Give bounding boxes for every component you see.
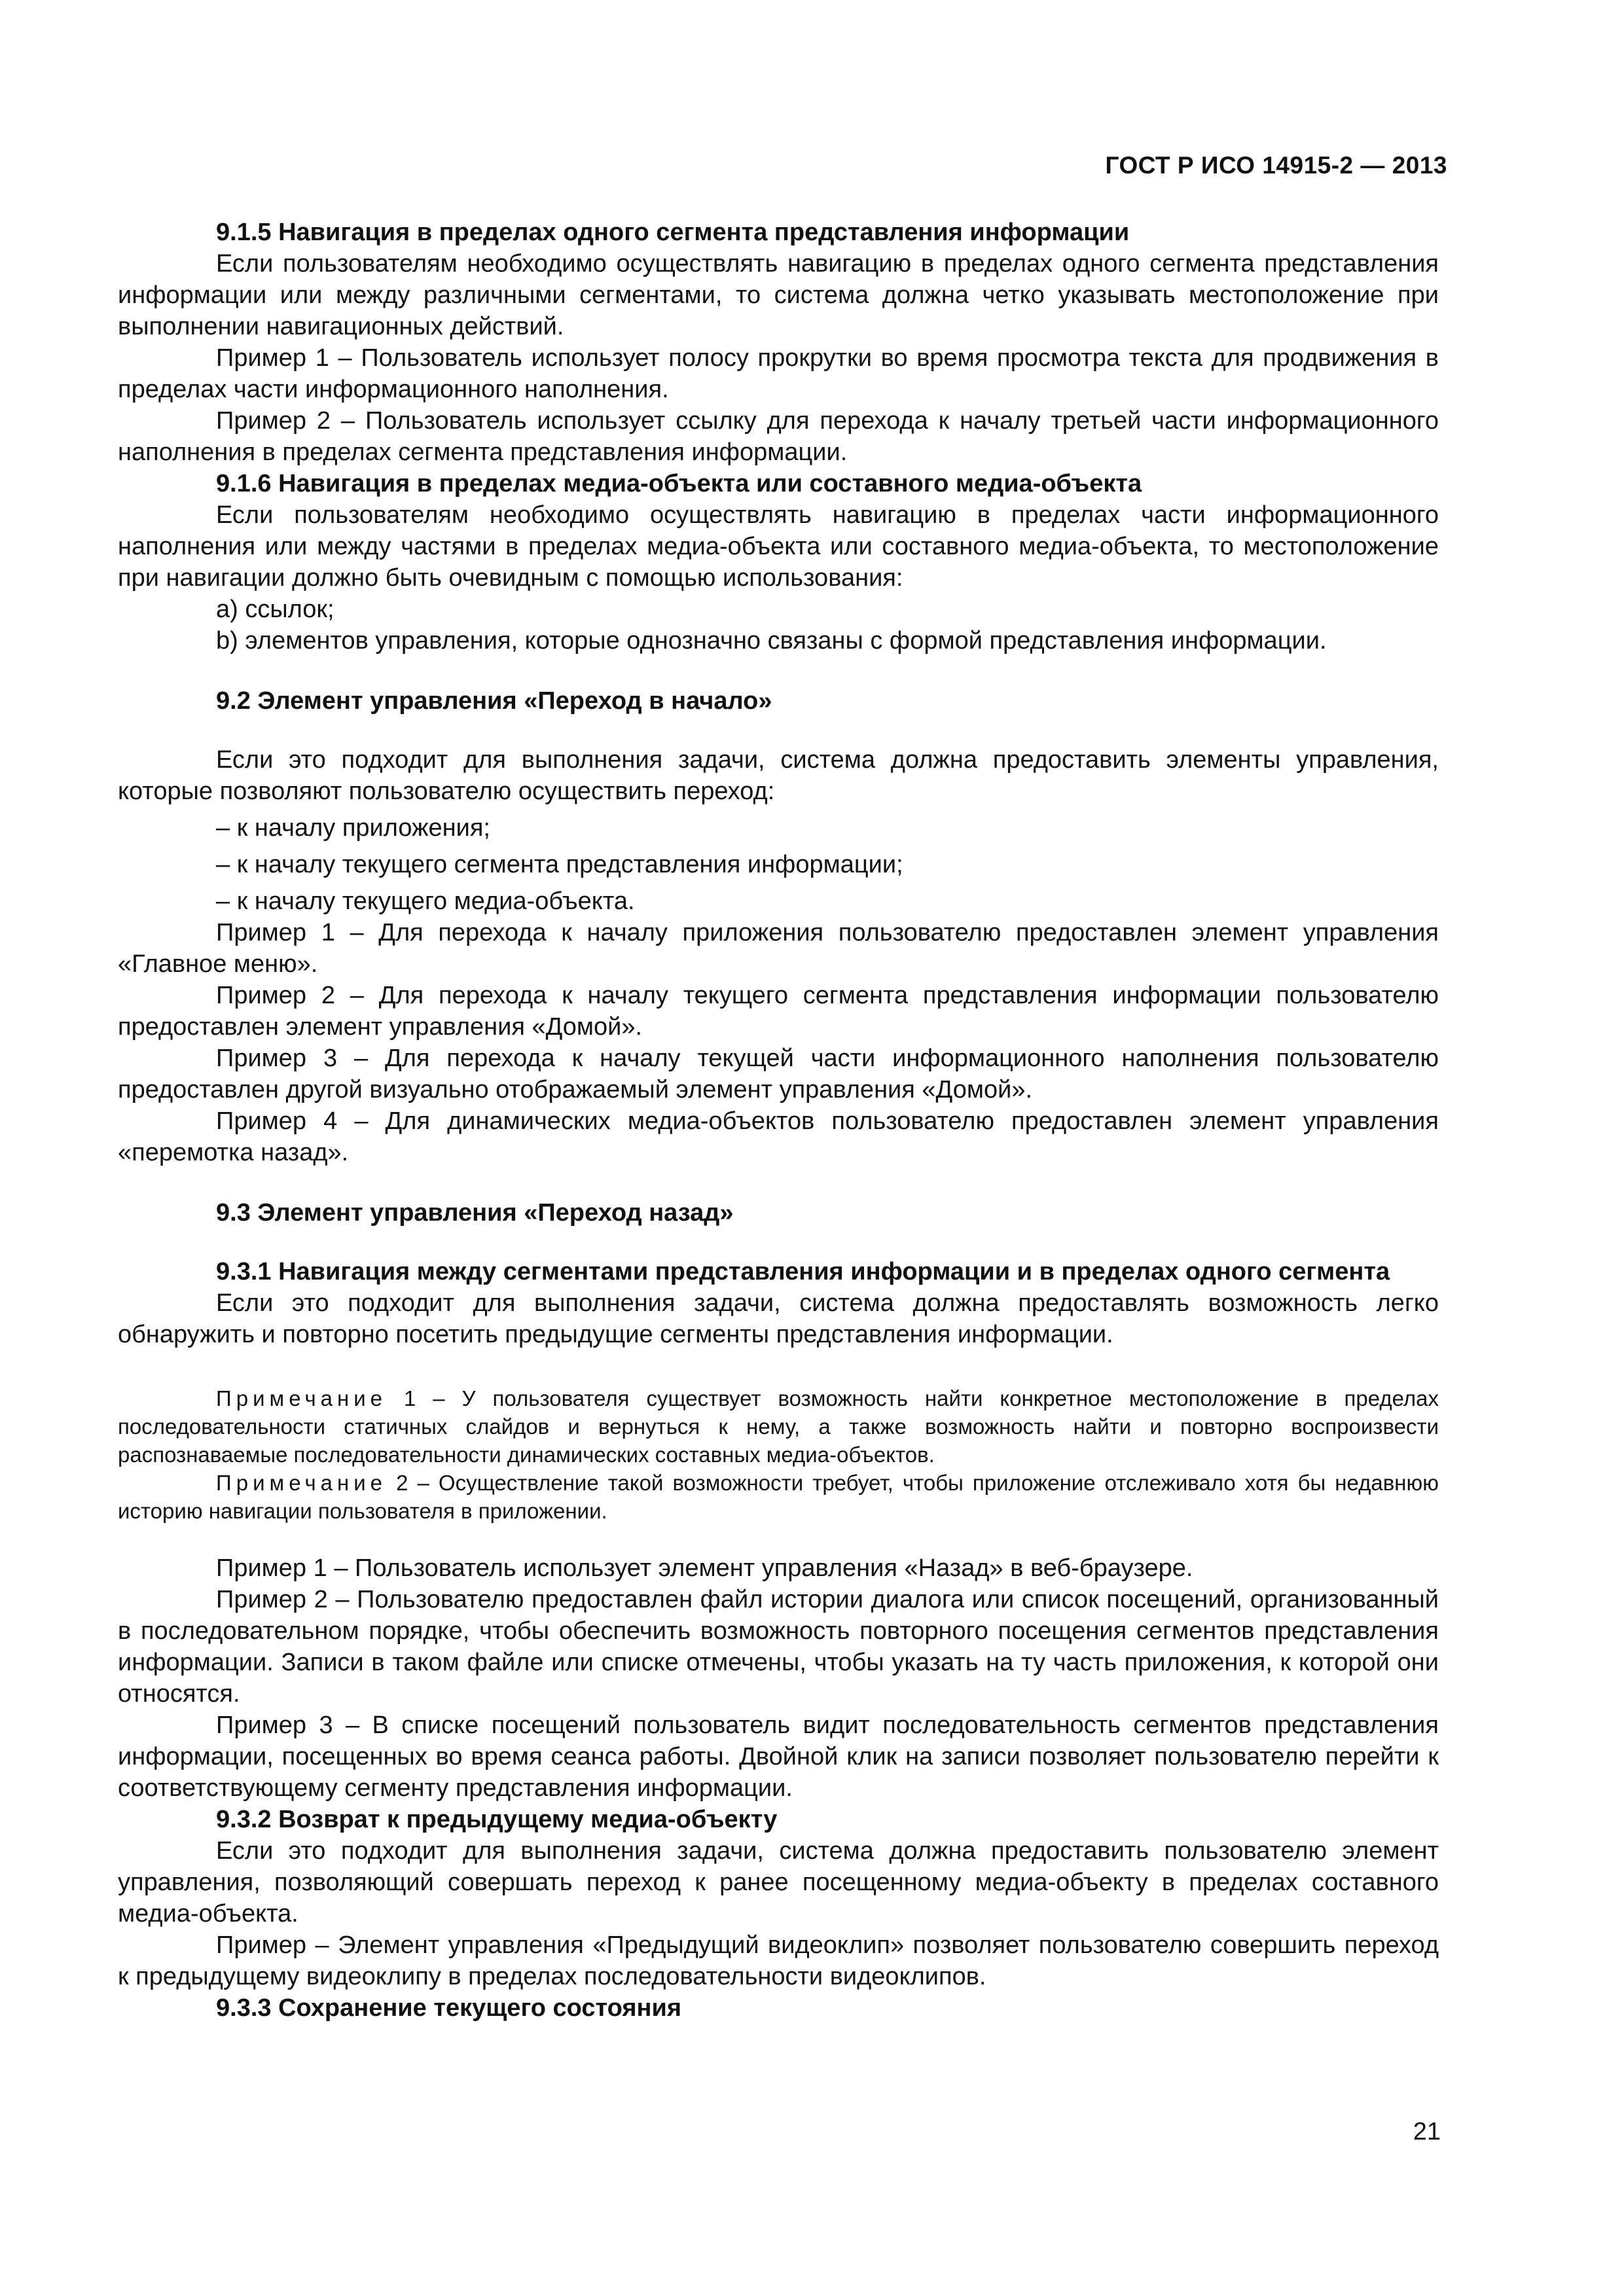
heading-9-1-5: 9.1.5 Навигация в пределах одного сегмента представления информации [216,219,1130,246]
note-1 [118,1384,1439,1469]
example-paragraph: Пример – Элемент управления «Предыдущий видеоклип» позволяет пользователю совершить переход к предыдущему видеоклипу в пределах последовательности видеоклипов. [118,1931,1439,1990]
example-paragraph: Пример 3 – В списке посещений пользователь видит последовательность сегментов представления информации, посещенных во время сеанса работы. Двойной клик на записи позволяет пользователю перейти к соответствующему сегменту представления информации. [118,1712,1439,1802]
list-item: – к началу текущего медиа-объекта. [216,888,635,915]
heading-9-1-6: 9.1.6 Навигация в пределах медиа-объекта или составного медиа-объекта [216,470,1142,497]
heading-9-3: 9.3 Элемент управления «Переход назад» [216,1199,734,1227]
note-text: 2 – Осуществление такой возможности требует, чтобы приложение отслеживало хотя бы недавнюю историю навигации пользователя в приложении. [118,1471,1439,1523]
note-2 [118,1469,1439,1525]
notes-block [118,1384,1439,1525]
heading-9-3-3: 9.3.3 Сохранение текущего состояния [216,1994,681,2022]
list-item: b) элементов управления, которые однозначно связаны с формой представления информации. [216,627,1327,655]
standard-header: ГОСТ Р ИСО 14915-2 — 2013 [1105,152,1447,179]
paragraph: Если пользователям необходимо осуществлять навигацию в пределах одного сегмента представления информации или между различными сегментами, то система должна четко указывать местоположение при выполнении навигационных действий. [118,250,1439,340]
note-label: Примечание [216,1471,388,1495]
paragraph: Если это подходит для выполнения задачи, система должна предоставить пользователю элемент управления, позволяющий совершать переход к ранее посещенному медиа-объекту в пределах составного медиа-объекта. [118,1837,1439,1928]
paragraph: Если пользователям необходимо осуществлять навигацию в пределах части информационного наполнения или между частями в пределах медиа-объекта или составного медиа-объекта, то местоположение при навигации должно быть очевидным с помощью использования: [118,501,1439,592]
note-text: 1 – У пользователя существует возможность найти конкретное местоположение в пределах последовательности статичных слайдов и вернуться к нему, а также возможность найти и повторно воспроизвести распознаваемые последовательности динамических составных медиа-объектов. [118,1386,1439,1467]
example-paragraph: Пример 2 – Для перехода к началу текущего сегмента представления информации пользователю предоставлен элемент управления «Домой». [118,982,1439,1041]
heading-9-2: 9.2 Элемент управления «Переход в начало» [216,687,772,715]
list-item: – к началу текущего сегмента представления информации; [216,851,903,878]
document-body [118,217,1439,2024]
heading-9-3-2: 9.3.2 Возврат к предыдущему медиа-объекту [216,1806,778,1833]
example-paragraph: Пример 4 – Для динамических медиа-объектов пользователю предоставлен элемент управления «перемотка назад». [118,1107,1439,1166]
paragraph: Если это подходит для выполнения задачи, система должна предоставить элементы управления, которые позволяют пользователю осуществить переход: [118,746,1439,805]
example-paragraph: Пример 2 – Пользователю предоставлен файл истории диалога или список посещений, организованный в последовательном порядке, чтобы обеспечить возможность повторного посещения сегментов представления информации. Записи в таком файле или списке отмечены, чтобы указать на ту часть приложения, к которой они относятся. [118,1586,1439,1708]
list-item: a) ссылок; [216,596,334,623]
page-number: 21 [1413,2118,1441,2145]
example-paragraph: Пример 1 – Пользователь использует элемент управления «Назад» в веб-браузере. [216,1554,1193,1582]
heading-9-3-1: 9.3.1 Навигация между сегментами представления информации и в пределах одного сегмента [216,1258,1390,1285]
example-paragraph: Пример 1 – Пользователь использует полосу прокрутки во время просмотра текста для продвижения в пределах части информационного наполнения. [118,344,1439,403]
list-item: – к началу приложения; [216,814,490,842]
example-paragraph: Пример 1 – Для перехода к началу приложения пользователю предоставлен элемент управления «Главное меню». [118,919,1439,978]
example-paragraph: Пример 2 – Пользователь использует ссылку для перехода к началу третьей части информационного наполнения в пределах сегмента представления информации. [118,407,1439,466]
paragraph: Если это подходит для выполнения задачи, система должна предоставлять возможность легко обнаружить и повторно посетить предыдущие сегменты представления информации. [118,1289,1439,1348]
note-label: Примечание [216,1386,388,1410]
example-paragraph: Пример 3 – Для перехода к началу текущей части информационного наполнения пользователю предоставлен другой визуально отображаемый элемент управления «Домой». [118,1045,1439,1103]
